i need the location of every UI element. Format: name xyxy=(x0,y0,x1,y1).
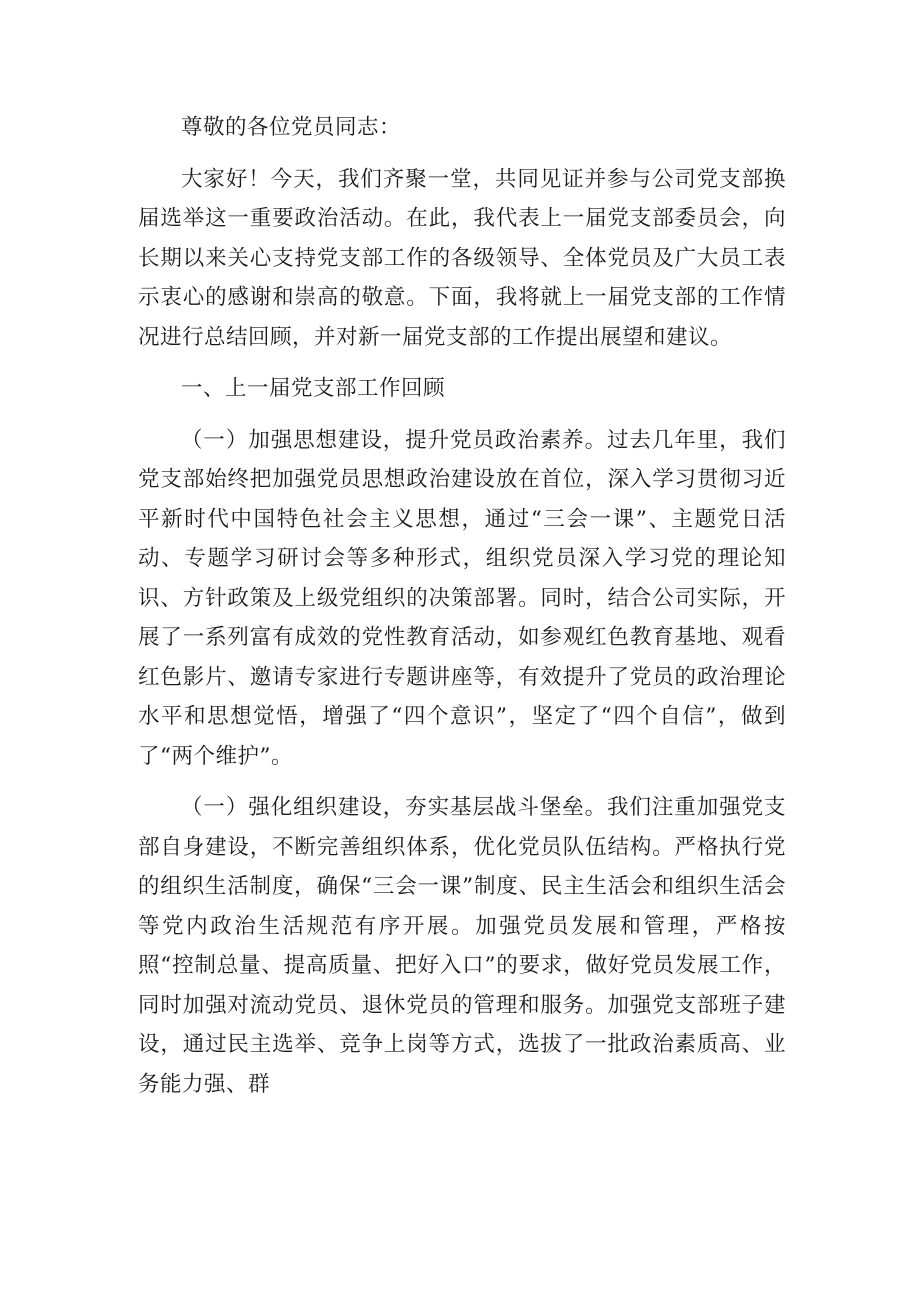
section-2-paragraph: （一）强化组织建设，夯实基层战斗堡垒。我们注重加强党支部自身建设，不断完善组织体系，优化党员队伍结构。严格执行党的组织生活制度，确保“三会一课”制度、民主生活会和组织生活会等党内政治生活规范有序开展。加强党员发展和管理，严格按照“控制总量、提高质量、把好入口”的要求，做好党员发展工作，同时加强对流动党员、退休党员的管理和服务。加强党支部班子建设，通过民主选举、竞争上岗等方式，选拔了一批政治素质高、业务能力强、群 xyxy=(138,795,786,1097)
salutation: 尊敬的各位党员同志： xyxy=(181,115,402,140)
section-1-paragraph: （一）加强思想建设，提升党员政治素养。过去几年里，我们党支部始终把加强党员思想政治建设放在首位，深入学习贯彻习近平新时代中国特色社会主义思想，通过“三会一课”、主题党日活动、专题学习研讨会等多种形式，组织党员深入学习党的理论知识、方针政策及上级党组织的决策部署。同时，结合公司实际，开展了一系列富有成效的党性教育活动，如参观红色教育基地、观看红色影片、邀请专家进行专题讲座等，有效提升了党员的政治理论水平和思想觉悟，增强了“四个意识”，坚定了“四个自信”，做到了“两个维护”。 xyxy=(138,427,786,769)
section-heading: 一、上一届党支部工作回顾 xyxy=(181,376,446,401)
opening-paragraph: 大家好！今天，我们齐聚一堂，共同见证并参与公司党支部换届选举这一重要政治活动。在此，我代表上一届党支部委员会，向长期以来关心支持党支部工作的各级领导、全体党员及广大员工表示衷心的感谢和崇高的敬意。下面，我将就上一届党支部的工作情况进行总结回顾，并对新一届党支部的工作提出展望和建议。 xyxy=(138,166,786,350)
document-body xyxy=(138,108,786,1116)
